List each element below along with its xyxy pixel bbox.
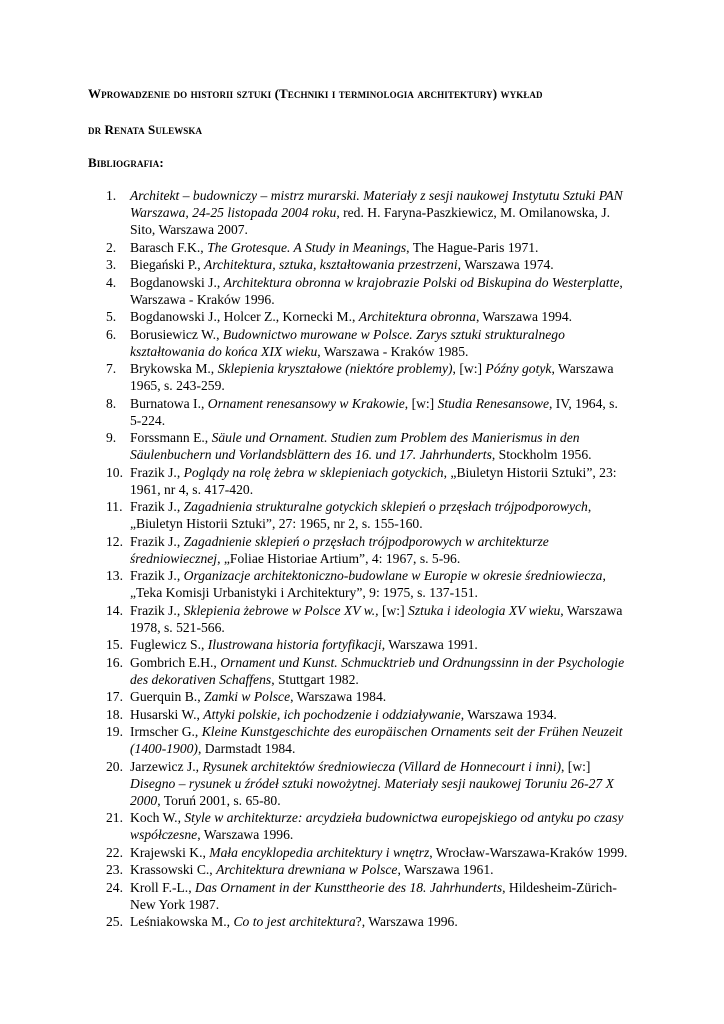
entry-text: Barasch F.K., bbox=[130, 239, 208, 255]
entry-text: , Warszawa 1994. bbox=[475, 309, 573, 324]
entry-number: 20. bbox=[106, 758, 123, 774]
entry-text: , [w:] bbox=[561, 758, 591, 774]
bibliography-entry bbox=[0, 533, 630, 567]
entry-text: , [w:] bbox=[404, 395, 438, 411]
entry-text: , Hildesheim-Zürich-New York 1987. bbox=[130, 879, 617, 912]
entry-text: Frazik J., bbox=[130, 602, 184, 618]
entry-text: , Toruń 2001, s. 65-80. bbox=[157, 792, 281, 808]
entry-title-italic: Organizacje architektoniczno-budowlane w Europie w okresie średniowiecza bbox=[183, 568, 603, 583]
entry-text: ?, Warszawa 1996. bbox=[355, 914, 458, 929]
entry-text: , Warszawa 1991. bbox=[381, 637, 478, 652]
entry-text: , Warszawa 1978, s. 521-566. bbox=[130, 602, 623, 635]
bibliography-entry bbox=[0, 602, 630, 636]
entry-number: 17. bbox=[106, 689, 123, 704]
entry-text: Koch W., bbox=[130, 810, 185, 825]
entry-text: Borusiewicz W., bbox=[130, 326, 223, 342]
bibliography-entry bbox=[0, 567, 630, 601]
entry-text: Gombrich E.H., bbox=[130, 654, 221, 670]
entry-number: 13. bbox=[106, 568, 123, 583]
bibliography-entry bbox=[0, 308, 630, 325]
entry-number: 1. bbox=[106, 188, 117, 203]
entry-number: 3. bbox=[106, 257, 117, 272]
entry-text: , Warszawa 1996. bbox=[197, 827, 294, 842]
entry-text: , Warszawa 1961. bbox=[397, 862, 494, 877]
entry-text: , Stuttgart 1982. bbox=[271, 671, 359, 687]
entry-title-italic: Sklepienia kryształowe (niektóre problemy) bbox=[217, 361, 453, 376]
entry-title-italic: Style w architekturze: arcydzieła budownictwa europejskiego od antyku po czasy współczesne bbox=[130, 810, 624, 842]
entry-text: Burnatowa I., bbox=[130, 395, 208, 411]
entry-number: 16. bbox=[106, 654, 123, 670]
entry-text: , Wrocław-Warszawa-Kraków 1999. bbox=[429, 844, 628, 860]
entry-text: , Warszawa - Kraków 1985. bbox=[317, 343, 469, 359]
entry-title-italic: Rysunek architektów średniowiecza (Villard de Honnecourt i inni) bbox=[202, 758, 561, 774]
lecturer-name: dr Renata Sulewska bbox=[88, 122, 203, 137]
entry-text: Bogdanowski J., Holcer Z., Kornecki M., bbox=[130, 309, 359, 324]
entry-text: Fuglewicz S., bbox=[130, 637, 208, 652]
entry-title-italic: Disegno – rysunek u źródeł sztuki nowożytnej. Materiały sesji naukowej Toruniu 26-27 X 2000 bbox=[130, 775, 614, 808]
entry-number: 7. bbox=[106, 361, 117, 376]
entry-text: Krajewski K., bbox=[130, 844, 210, 860]
entry-title-italic: Budownictwo murowane w Polsce. Zarys sztuki strukturalnego kształtowania do końca XIX wieku bbox=[130, 326, 565, 359]
entry-text: Brykowska M., bbox=[130, 361, 218, 376]
entry-text: Guerquin B., bbox=[130, 689, 205, 704]
entry-text: , [w:] bbox=[452, 361, 486, 376]
entry-text: Frazik J., bbox=[130, 499, 184, 514]
bibliography-entry bbox=[0, 654, 630, 688]
entry-title-italic: Zagadnienie sklepień o przęsłach trójpodporowych w architekturze średniowiecznej bbox=[130, 533, 549, 566]
bibliography-entry bbox=[0, 688, 630, 705]
entry-title-italic: Säule und Ornament. Studien zum Problem des Manierismus in den Säulenbuchern und Vorlandsblättern des 16. und 17. Jahrhunderts bbox=[130, 430, 580, 462]
entry-title-italic: Architektura, sztuka, kształtowania przestrzeni bbox=[204, 257, 458, 272]
bibliography-entry bbox=[0, 879, 630, 913]
entry-text: Frazik J., bbox=[130, 533, 184, 549]
entry-text: Krassowski C., bbox=[130, 862, 217, 877]
bibliography-entry bbox=[0, 758, 630, 809]
entry-text: , Warszawa 1965, s. 243-259. bbox=[130, 361, 614, 393]
entry-number: 23. bbox=[106, 862, 123, 877]
entry-title-italic: Sztuka i ideologia XV wieku bbox=[408, 602, 561, 618]
entry-text: [w:] bbox=[378, 602, 409, 618]
entry-title-italic: Późny gotyk bbox=[485, 361, 552, 376]
entry-title-italic: Architektura obronna bbox=[358, 309, 476, 324]
entry-text: Frazik J., bbox=[130, 464, 184, 480]
entry-number: 12. bbox=[106, 533, 123, 549]
entry-text: , Stockholm 1956. bbox=[491, 447, 592, 462]
entry-number: 15. bbox=[106, 637, 123, 652]
bibliography-entry bbox=[0, 809, 630, 843]
bibliography-entry bbox=[0, 429, 630, 463]
entry-title-italic: Sklepienia żebrowe w Polsce XV w., bbox=[183, 602, 379, 618]
bibliography-entry bbox=[0, 861, 630, 878]
entry-number: 22. bbox=[106, 844, 123, 860]
entry-text: , „Biuletyn Historii Sztuki”, 23: 1961, nr 4, s. 417-420. bbox=[130, 464, 617, 497]
bibliography-entry bbox=[0, 464, 630, 498]
entry-text: Forssmann E., bbox=[130, 430, 212, 445]
entry-title-italic: Poglądy na rolę żebra w sklepieniach gotyckich bbox=[183, 464, 444, 480]
entry-text: Leśniakowska M., bbox=[130, 914, 234, 929]
entry-number: 9. bbox=[106, 430, 117, 445]
entry-number: 18. bbox=[106, 706, 123, 722]
entry-title-italic: Architektura drewniana w Polsce bbox=[216, 862, 398, 877]
entry-title-italic: Attyki polskie, ich pochodzenie i oddziaływanie bbox=[203, 706, 461, 722]
bibliography-entry bbox=[0, 498, 630, 532]
entry-text: , Warszawa 1984. bbox=[290, 689, 387, 704]
entry-number: 11. bbox=[106, 499, 123, 514]
entry-title-italic: Ilustrowana historia fortyfikacji bbox=[207, 637, 382, 652]
entry-number: 19. bbox=[106, 724, 123, 739]
bibliography-entry bbox=[0, 256, 630, 273]
entry-number: 14. bbox=[106, 602, 123, 618]
bibliography-entry bbox=[0, 844, 630, 861]
bibliography-entry bbox=[0, 706, 630, 723]
bibliography-entry bbox=[0, 913, 630, 930]
entry-title-italic: Mała encyklopedia architektury i wnętrz bbox=[209, 844, 430, 860]
entry-text: , The Hague-Paris 1971. bbox=[406, 239, 539, 255]
entry-text: , „Biuletyn Historii Sztuki”, 27: 1965, nr 2, s. 155-160. bbox=[130, 499, 592, 531]
bibliography-entry bbox=[0, 274, 630, 308]
entry-title-italic: Architekt – budowniczy – mistrz murarski. Materiały z sesji naukowej Instytutu Sztuki PAN Warszawa, 24-25 listopada 2004 roku bbox=[130, 188, 623, 220]
entry-text: Frazik J., bbox=[130, 568, 184, 583]
entry-text: , Darmstadt 1984. bbox=[197, 741, 296, 756]
bibliography-entry bbox=[0, 360, 630, 394]
entry-text: , Warszawa 1974. bbox=[457, 257, 554, 272]
bibliography-entry bbox=[0, 395, 630, 429]
entry-text: , „Teka Komisji Urbanistyki i Architektury”, 9: 1975, s. 137-151. bbox=[130, 568, 606, 600]
entry-text: , Warszawa - Kraków 1996. bbox=[130, 274, 623, 307]
entry-title-italic: Studia Renesansowe bbox=[437, 395, 549, 411]
entry-text: Kroll F.-L., bbox=[130, 879, 195, 895]
entry-title-italic: Zamki w Polsce bbox=[204, 689, 291, 704]
entry-text: , Warszawa 1934. bbox=[460, 706, 557, 722]
bibliography-heading: Bibliografia: bbox=[88, 155, 164, 170]
entry-text: Bogdanowski J., bbox=[130, 274, 224, 290]
entry-text: Husarski W., bbox=[130, 706, 204, 722]
bibliography-entry bbox=[0, 636, 630, 653]
entry-number: 5. bbox=[106, 309, 117, 324]
entry-title-italic: Ornament renesansowy w Krakowie bbox=[207, 395, 405, 411]
entry-number: 24. bbox=[106, 879, 123, 895]
entry-number: 25. bbox=[106, 914, 123, 929]
entry-title-italic: The Grotesque. A Study in Meanings bbox=[207, 239, 407, 255]
entry-number: 10. bbox=[106, 464, 123, 480]
entry-title-italic: Zagadnienia strukturalne gotyckich sklepień o przęsłach trójpodporowych bbox=[183, 499, 588, 514]
course-title: Wprowadzenie do historii sztuki (Techniki i terminologia architektury) wykład bbox=[88, 86, 543, 101]
bibliography-entry bbox=[0, 239, 630, 256]
entry-title-italic: Das Ornament in der Kunsttheorie des 18. Jahrhunderts bbox=[195, 879, 503, 895]
bibliography-entry bbox=[0, 326, 630, 360]
entry-number: 6. bbox=[106, 326, 117, 342]
entry-text: , IV, 1964, s. 5-224. bbox=[130, 395, 618, 428]
entry-number: 21. bbox=[106, 810, 123, 825]
bibliography-list bbox=[0, 187, 724, 931]
entry-title-italic: Ornament und Kunst. Schmucktrieb und Ordnungssinn in der Psychologie des dekorativen Schaffens bbox=[130, 654, 625, 687]
entry-text: , red. H. Faryna-Paszkiewicz, M. Omilanowska, J. Sito, Warszawa 2007. bbox=[130, 205, 611, 237]
entry-title-italic: Kleine Kunstgeschichte des europäischen Ornaments seit der Frühen Neuzeit (1400-1900) bbox=[130, 724, 623, 756]
entry-text: Biegański P., bbox=[130, 257, 205, 272]
entry-title-italic: Architektura obronna w krajobrazie Polski od Biskupina do Westerplatte bbox=[223, 274, 620, 290]
bibliography-entry bbox=[0, 723, 630, 757]
entry-number: 4. bbox=[106, 274, 117, 290]
entry-title-italic: Co to jest architektura bbox=[233, 914, 356, 929]
entry-number: 2. bbox=[106, 239, 117, 255]
entry-text: , „Foliae Historiae Artium”, 4: 1967, s. 5-96. bbox=[217, 550, 461, 566]
entry-number: 8. bbox=[106, 395, 117, 411]
entry-text: Irmscher G., bbox=[130, 724, 202, 739]
bibliography-entry bbox=[0, 187, 630, 238]
entry-text: Jarzewicz J., bbox=[130, 758, 203, 774]
